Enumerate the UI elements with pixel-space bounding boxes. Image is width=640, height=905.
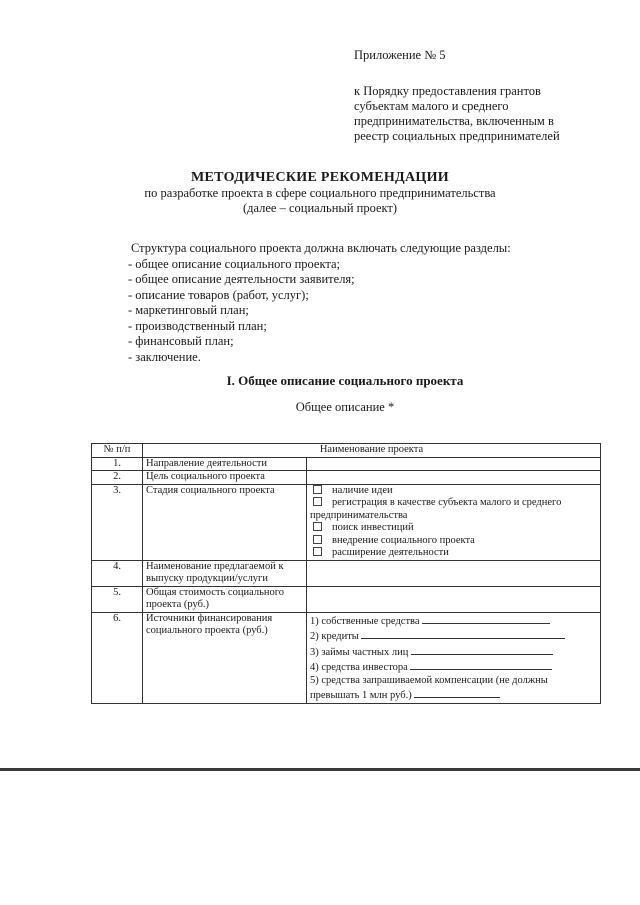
header-num: № п/п — [92, 444, 143, 458]
row-value-cell[interactable] — [307, 586, 601, 612]
checkbox-icon[interactable] — [313, 522, 322, 531]
table-row — [92, 612, 601, 703]
stage-option-label: поиск инвестиций — [332, 522, 414, 533]
table-header-row — [92, 444, 601, 458]
table-row — [92, 586, 601, 612]
funding-source-label: 1) собственные средства — [310, 615, 420, 627]
row-value-cell[interactable] — [307, 457, 601, 471]
scan-edge-line — [0, 768, 640, 771]
funding-sources-cell — [307, 612, 601, 703]
funding-blank[interactable] — [422, 613, 550, 624]
table-row — [92, 484, 601, 560]
funding-blank[interactable] — [361, 628, 565, 639]
structure-list — [128, 241, 511, 365]
structure-item: - маркетинговый план; — [128, 303, 249, 317]
row-num: 1. — [92, 457, 143, 471]
funding-blank[interactable] — [410, 659, 552, 670]
stage-option[interactable] — [310, 497, 597, 522]
structure-lead: Структура социального проекта должна включать следующие разделы: — [131, 241, 511, 255]
stage-option[interactable] — [310, 535, 597, 548]
title-line: по разработке проекта в сфере социального предпринимательства — [144, 186, 496, 200]
row-name: Стадия социального проекта — [143, 484, 307, 560]
structure-item: - заключение. — [128, 349, 201, 364]
row-name: Направление деятельности — [143, 457, 307, 471]
row-name: Общая стоимость социального проекта (руб.) — [143, 586, 307, 612]
appendix-number: Приложение № 5 — [354, 48, 446, 62]
document-title — [0, 170, 640, 216]
stage-option-label: внедрение социального проекта — [332, 534, 475, 546]
section-subtitle: Общее описание * — [295, 400, 395, 414]
title-line: (далее – социальный проект) — [242, 201, 398, 215]
checkbox-icon[interactable] — [313, 485, 322, 494]
header-name: Наименование проекта — [143, 444, 601, 458]
row-name: Наименование предлагаемой к выпуску продукции/услуги — [143, 560, 307, 586]
stage-option[interactable] — [310, 485, 597, 498]
row-num: 6. — [92, 612, 143, 703]
stage-options-cell — [307, 484, 601, 560]
appendix-line: реестр социальных предпринимателей — [354, 129, 560, 143]
checkbox-icon[interactable] — [313, 547, 322, 556]
funding-source-label: 3) займы частных лиц — [310, 646, 409, 658]
funding-source — [310, 628, 597, 644]
row-value-cell[interactable] — [307, 560, 601, 586]
structure-item: - финансовый план; — [128, 334, 234, 348]
appendix-line: субъектам малого и среднего — [354, 99, 509, 113]
funding-source-label: 5) средства запрашиваемой компенсации (не должны превышать 1 млн руб.) — [310, 674, 548, 701]
funding-source — [310, 675, 597, 703]
row-name: Цель социального проекта — [143, 471, 307, 485]
table-row — [92, 560, 601, 586]
funding-source — [310, 613, 597, 629]
appendix-line: к Порядку предоставления грантов — [354, 84, 541, 98]
row-num: 4. — [92, 560, 143, 586]
stage-option[interactable] — [310, 547, 597, 560]
stage-option-label: регистрация в качестве субъекта малого и среднего предпринимательства — [310, 497, 562, 521]
structure-item: - общее описание социального проекта; — [128, 256, 341, 271]
funding-blank[interactable] — [414, 687, 500, 698]
table-row — [92, 471, 601, 485]
row-num: 3. — [92, 484, 143, 560]
table-row — [92, 457, 601, 471]
checkbox-icon[interactable] — [313, 535, 322, 544]
row-name: Источники финансирования социального проекта (руб.) — [143, 612, 307, 703]
funding-source — [310, 659, 597, 675]
row-num: 2. — [92, 471, 143, 485]
stage-option-label: наличие идеи — [332, 484, 393, 496]
checkbox-icon[interactable] — [313, 497, 322, 506]
appendix-header — [354, 48, 560, 144]
stage-option[interactable] — [310, 522, 597, 535]
project-table — [91, 443, 601, 704]
structure-item: - описание товаров (работ, услуг); — [128, 287, 309, 302]
section-title: I. Общее описание социального проекта — [226, 373, 464, 388]
funding-source — [310, 644, 597, 660]
structure-item: - общее описание деятельности заявителя; — [128, 272, 355, 286]
structure-item: - производственный план; — [128, 318, 267, 333]
row-value-cell[interactable] — [307, 471, 601, 485]
title-main: МЕТОДИЧЕСКИЕ РЕКОМЕНДАЦИИ — [191, 170, 449, 185]
row-num: 5. — [92, 586, 143, 612]
appendix-line: предпринимательства, включенным в — [354, 114, 554, 128]
funding-source-label: 2) кредиты — [310, 631, 359, 642]
funding-blank[interactable] — [411, 644, 553, 655]
funding-source-label: 4) средства инвестора — [310, 662, 408, 673]
stage-option-label: расширение деятельности — [332, 547, 449, 558]
